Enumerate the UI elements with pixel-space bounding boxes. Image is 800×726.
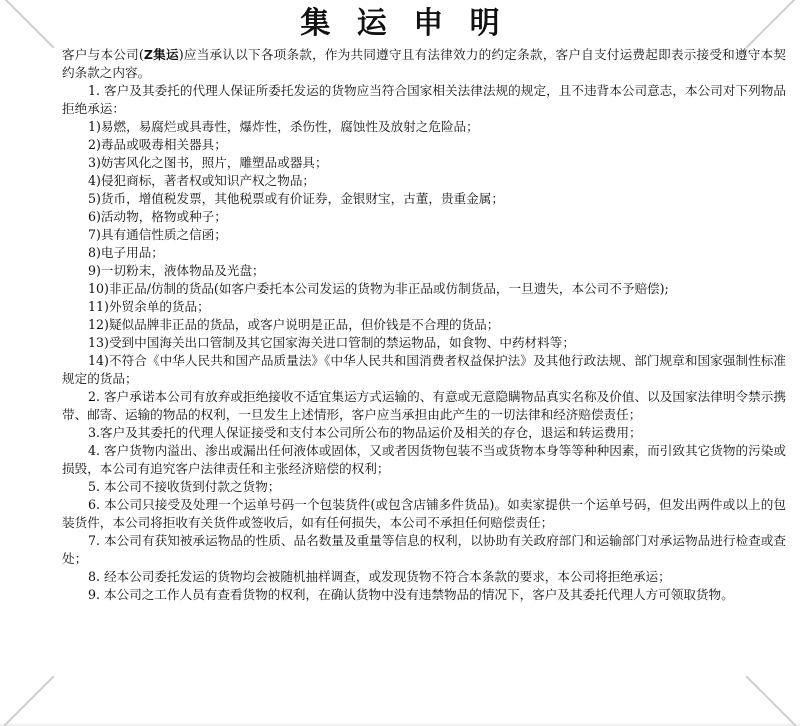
page-title: 集 运 申 明 [300,6,508,41]
clause-6: 6. 本公司只接受及处理一个运单号码一个包装货件(或包含店铺多件货品)。如卖家提供一个运单号码，但发出两件或以上的包装货件，本公司将拒收有关货件或签收后，如有任何损失，本公司不承担任何赔偿责任； [62,497,786,530]
intro-paragraph [62,46,786,82]
intro-text-after: )应当承认以下各项条款，作为共同遵守且有法律效力的约定条款，客户自支付运费起即表示接受和遵守本契约条款之内容。 [62,47,786,80]
clause-8: 8. 经本公司委托发运的货物均会被随机抽样调查，或发现货物不符合本条款的要求，本公司将拒绝承运； [88,569,671,584]
clause-7: 7. 本公司有获知被承运物品的性质、品名数量及重量等信息的权利，以协助有关政府部门和运输部门对承运物品进行检查或查处； [62,533,786,566]
intro-text-before: 客户与本公司( [62,47,144,62]
list-item: 8)电子用品； [88,245,164,260]
clause-2: 2. 客户承诺本公司有放弃或拒绝接收不适宜集运方式运输的、有意或无意隐瞒物品真实名称及价值、以及国家法律明令禁示携带、邮寄、运输的物品的权利，一旦发生上述情形，客户应当承担由此产生的一切法律和经济赔偿责任； [62,389,786,422]
list-item: 1)易燃，易腐烂或具毒性，爆炸性，杀伤性，腐蚀性及放射之危险品； [88,119,479,134]
document-body [62,46,786,604]
corner-mark [4,0,55,48]
list-item: 3)妨害风化之图书，照片，雕塑品或器具； [88,155,328,170]
list-item: 10)非正品/仿制的货品(如客户委托本公司发运的货物为非正品或仿制货品，一旦遗失，本公司不予赔偿); [88,281,669,296]
list-item: 2)毒品或吸毒相关器具； [88,137,227,152]
list-item: 12)疑似品牌非正品的货品，或客户说明是正品，但价钱是不合理的货品； [88,317,500,332]
corner-mark [4,676,55,726]
list-item: 6)活动物，格物或种子； [88,209,227,224]
list-item: 13)受到中国海关出口管制及其它国家海关进口管制的禁运物品，如食物、中药材料等； [88,335,575,350]
clause-9: 9. 本公司之工作人员有查看货物的权利，在确认货物中没有违禁物品的情况下，客户及其委托代理人方可领取货物。 [88,587,734,602]
clause-1: 1. 客户及其委托的代理人保证所委托发运的货物应当符合国家相关法律法规的规定，且不违背本公司意志，本公司对下列物品拒绝承运： [62,83,786,116]
corner-mark [746,676,797,726]
list-item: 9)一切粉末，液体物品及光盘； [88,263,265,278]
list-item: 11)外贸余单的货品； [88,299,210,314]
clause-3: 3.客户及其委托的代理人保证接受和支付本公司所公布的物品运价及相关的存仓，退运和转运费用； [88,425,642,440]
list-item: 4)侵犯商标，著者权或知识产权之物品； [88,173,316,188]
list-item: 5)货币，增值税发票，其他税票或有价证券，金银财宝，古董，贵重金属； [88,191,504,206]
clause-4: 4. 客户货物内溢出、渗出或漏出任何液体或固体，又或者因货物包装不当或货物本身等等种种因素，而引致其它货物的污染或损毁，本公司有追究客户法律责任和主张经济赔偿的权利； [62,443,786,476]
list-item: 14)不符合《中华人民共和国产品质量法》《中华人民共和国消费者权益保护法》及其他行政法规、部门规章和国家强制性标准规定的货品； [62,353,786,386]
clause-5: 5. 本公司不接收货到付款之货物； [88,479,281,494]
list-item: 7)具有通信性质之信函； [88,227,227,242]
brand-name: Z集运 [143,47,179,62]
